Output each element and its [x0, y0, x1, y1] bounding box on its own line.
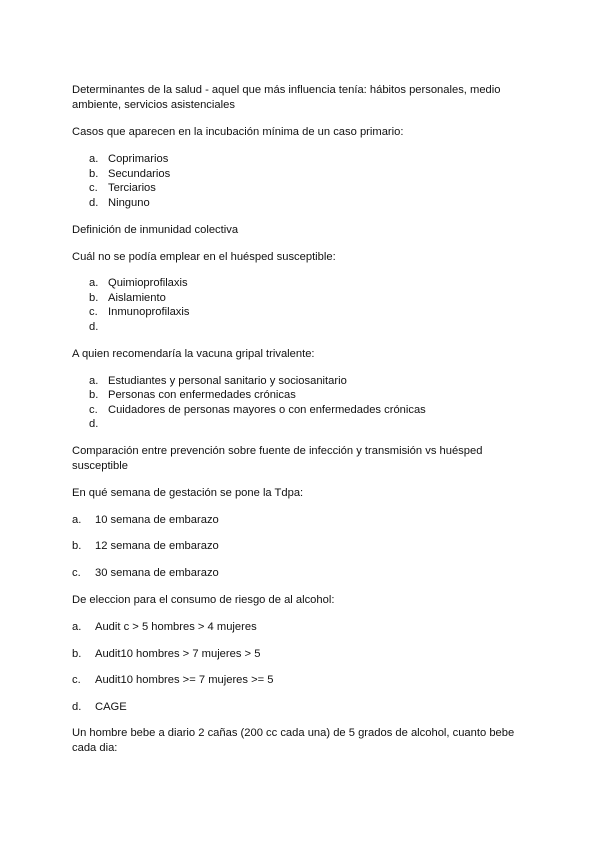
list-item: a. Quimioprofilaxis: [89, 277, 188, 289]
question-inmunidad-colectiva: Definición de inmunidad colectiva: [72, 224, 239, 236]
list-item: d. CAGE: [72, 701, 127, 713]
list-item: c. Terciarios: [89, 182, 156, 194]
list-item: a. Estudiantes y personal sanitario y sociosanitario: [89, 375, 347, 387]
question-comparacion-prevencion: Comparación entre prevención sobre fuente de infección y transmisión vs huésped susceptible: [72, 445, 483, 472]
list-item: a. Audit c > 5 hombres > 4 mujeres: [72, 621, 257, 633]
question-casos-incubacion: Casos que aparecen en la incubación mínima de un caso primario:: [72, 126, 404, 138]
question-vacuna-gripal: A quien recomendaría la vacuna gripal trivalente:: [72, 348, 315, 360]
list-item: d. Ninguno: [89, 197, 150, 209]
list-item: b. Secundarios: [89, 168, 171, 180]
list-item: b. 12 semana de embarazo: [72, 540, 219, 552]
list-item: a. Coprimarios: [89, 153, 169, 165]
list-item: b. Audit10 hombres > 7 mujeres > 5: [72, 648, 261, 660]
list-item: c. Audit10 hombres >= 7 mujeres >= 5: [72, 674, 274, 686]
question-consumo-alcohol: De eleccion para el consumo de riesgo de al alcohol:: [72, 594, 335, 606]
question-huesped-susceptible: Cuál no se podía emplear en el huésped susceptible:: [72, 251, 336, 263]
question-canas-alcohol: Un hombre bebe a diario 2 cañas (200 cc cada una) de 5 grados de alcohol, cuanto bebe cada dia:: [72, 727, 515, 754]
list-item: c. Inmunoprofilaxis: [89, 306, 190, 318]
list-item: b. Personas con enfermedades crónicas: [89, 389, 296, 401]
list-item: d.: [89, 321, 99, 333]
list-item: d.: [89, 418, 99, 430]
list-item: c. 30 semana de embarazo: [72, 567, 219, 579]
list-item: a. 10 semana de embarazo: [72, 514, 219, 526]
list-item: b. Aislamiento: [89, 292, 166, 304]
question-determinantes: Determinantes de la salud - aquel que más influencia tenía: hábitos personales, medio ambiente, servicios asistenciales: [72, 84, 501, 111]
list-item: c. Cuidadores de personas mayores o con enfermedades crónicas: [89, 404, 426, 416]
question-tdpa: En qué semana de gestación se pone la Tdpa:: [72, 487, 304, 499]
